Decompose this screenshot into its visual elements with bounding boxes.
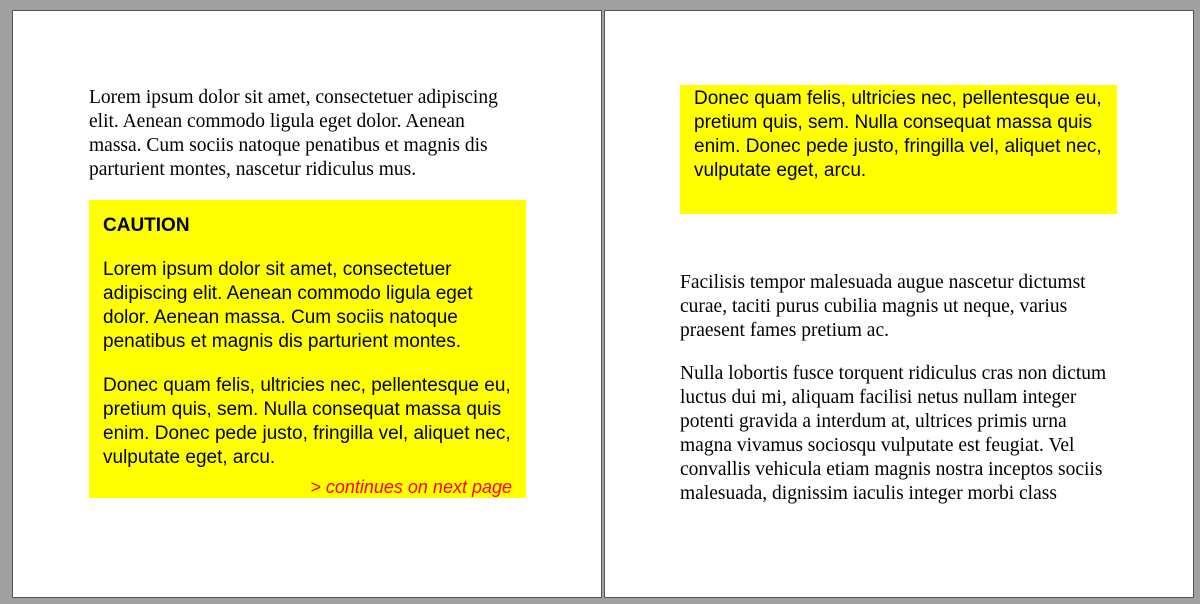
body-paragraph-1: Facilisis tempor malesuada augue nascetur dictumst curae, taciti purus cubilia magnis ut neque, varius praesent fames pretium ac. bbox=[680, 272, 1086, 341]
right-page bbox=[604, 10, 1194, 598]
caution-title: CAUTION bbox=[103, 215, 190, 236]
intro-paragraph: Lorem ipsum dolor sit amet, consectetuer adipiscing elit. Aenean commodo ligula eget dolor. Aenean massa. Cum sociis natoque penatibus et magnis dis parturient montes, nascetur ridiculus mus. bbox=[89, 87, 498, 180]
body-paragraph-2: Nulla lobortis fusce torquent ridiculus cras non dictum luctus dui mi, aliquam facilisi netus nullam integer potenti gravida a interdum at, ultrices primis urna magna vivamus sociosqu vulputate est feugiat. Vel convallis vehicula etiam magnis nostra inceptos sociis malesuada, dignissim iaculis integer morbi class bbox=[680, 363, 1107, 504]
caution-continued-box bbox=[680, 85, 1117, 214]
left-page bbox=[12, 10, 602, 598]
caution-box bbox=[89, 200, 526, 498]
continues-on-next-page-note: > continues on next page bbox=[310, 477, 512, 497]
caution-continued-paragraph: Donec quam felis, ultricies nec, pellentesque eu, pretium quis, sem. Nulla consequat massa quis enim. Donec pede justo, fringilla vel, aliquet nec, vulputate eget, arcu. bbox=[694, 88, 1102, 181]
caution-paragraph-1: Lorem ipsum dolor sit amet, consectetuer adipiscing elit. Aenean commodo ligula eget dolor. Aenean massa. Cum sociis natoque penatibus et magnis dis parturient montes. bbox=[103, 259, 473, 352]
caution-paragraph-2: Donec quam felis, ultricies nec, pellentesque eu, pretium quis, sem. Nulla consequat massa quis enim. Donec pede justo, fringilla vel, aliquet nec, vulputate eget, arcu. bbox=[103, 375, 511, 468]
